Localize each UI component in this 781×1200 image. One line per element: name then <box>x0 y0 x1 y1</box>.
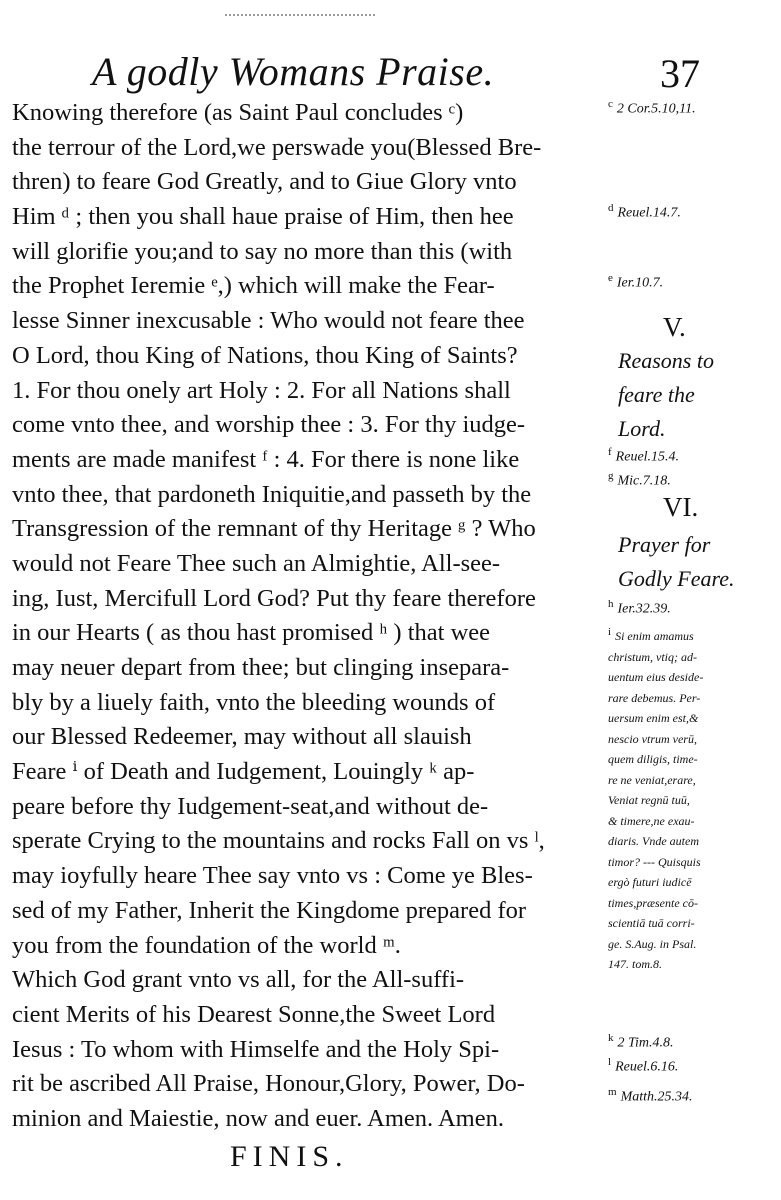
body-line: sed of my Father, Inherit the Kingdome prepared for <box>12 896 527 924</box>
body-line: Iesus : To whom with Himselfe and the Holy Spi- <box>12 1035 500 1063</box>
body-line: the Prophet Ieremie ᵉ,) which will make the Fear- <box>12 272 495 300</box>
body-line: cient Merits of his Dearest Sonne,the Sweet Lord <box>12 1000 496 1028</box>
body-line: Which God grant vnto vs all, for the All-suffi- <box>12 966 465 994</box>
margin-note-i-line: re ne veniat,erare, <box>608 772 696 787</box>
body-line: our Blessed Redeemer, may without all slauish <box>12 723 472 751</box>
body-text <box>12 96 612 1137</box>
body-line: Feare ⁱ of Death and Iudgement, Louingly ᵏ ap- <box>12 758 475 786</box>
margin-note-i-line: & timere,ne exau- <box>608 813 695 828</box>
margin-note-c: $^c$ 2 Cor.5.10,11. <box>608 98 696 117</box>
margin-note-i-line: diaris. Vnde autem <box>608 834 699 848</box>
body-line: peare before thy Iudgement-seat,and without de- <box>12 792 489 820</box>
margin-note-f: $^f$ Reuel.15.4. <box>608 446 680 465</box>
margin-note-d: $^d$ Reuel.14.7. <box>608 202 681 221</box>
margin-note-i-line: uentum eius deside- <box>608 670 704 684</box>
section-heading-feare: feare the <box>618 382 695 407</box>
body-line: ing, Iust, Mercifull Lord God? Put thy feare therefore <box>12 584 536 612</box>
body-line: minion and Maiestie, now and euer. Amen. Amen. <box>12 1104 504 1132</box>
page-number: 37 <box>660 51 700 96</box>
margin-note-i-line: 147. tom.8. <box>608 957 662 971</box>
margin-note-i-line: quem diligis, time- <box>608 752 698 766</box>
body-line: thren) to feare God Greatly, and to Giue Glory vnto <box>12 168 517 196</box>
margin-note-i-line: scientiā tuā corri- <box>608 916 695 930</box>
body-line: rit be ascribed All Praise, Honour,Glory, Power, Do- <box>12 1070 525 1098</box>
body-line: Transgression of the remnant of thy Heritage ᵍ ? Who <box>12 515 536 543</box>
section-numeral-vi: VI. <box>663 492 699 522</box>
margin-note-g: $^g$ Mic.7.18. <box>608 470 671 489</box>
margin-note-i-line: christum, vtiq; ad- <box>608 649 697 664</box>
margin-note-l: $^l$ Reuel.6.16. <box>608 1056 679 1075</box>
body-line: O Lord, thou King of Nations, thou King of Saints? <box>12 341 518 369</box>
margin-note-i-line: uersum enim est,& <box>608 711 699 725</box>
body-line: the terrour of the Lord,we perswade you(Blessed Bre- <box>12 133 542 161</box>
body-line: bly by a liuely faith, vnto the bleeding wounds of <box>12 688 496 716</box>
body-line: will glorifie you;and to say no more than this (with <box>12 237 513 265</box>
margin-note-i-line: nescio vtrum verū, <box>608 731 697 746</box>
section-heading-lord: Lord. <box>618 416 666 441</box>
margin-note-h: $^h$ Ier.32.39. <box>608 598 671 617</box>
margin-note-i-line: ge. S.Aug. in Psal. <box>608 936 697 951</box>
body-line: sperate Crying to the mountains and rocks Fall on vs ˡ, <box>12 827 545 855</box>
body-line: you from the foundation of the world ᵐ. <box>12 931 401 959</box>
margin-note-i-line: timor? --- Quisquis <box>608 854 701 869</box>
margin-note-i: i Si enim amamus christum, vtiq; ad- uentum eius deside- rare debemus. Per- uersum enim est,& nescio vtrum verū, quem diligis, time- re ne veniat,erare, Veniat regnū tuū, & timere,ne exau- diaris. Vnde autem timor? --- Quisquis ergò futuri iudicē times,præsente cō- scientiā tuā corri- ge. S.Aug. in Psal. 147. tom.8. <box>608 626 704 971</box>
body-line: Him ᵈ ; then you shall haue praise of Him, then hee <box>12 203 514 231</box>
margin-note-k: $^k$ 2 Tim.4.8. <box>608 1032 674 1051</box>
finis-mark: FINIS. <box>230 1140 349 1173</box>
margin-note-i-line: times,præsente cō- <box>608 895 698 910</box>
section-heading-godly-feare: Godly Feare. <box>618 566 735 591</box>
body-line: vnto thee, that pardoneth Iniquitie,and passeth by the <box>12 480 532 508</box>
margin-note-i-line: rare debemus. Per- <box>608 690 701 705</box>
top-printer-rule <box>225 14 375 16</box>
margin-note-e: $^e$ Ier.10.7. <box>608 272 664 291</box>
section-heading-prayer: Prayer for <box>618 532 711 557</box>
body-line: in our Hearts ( as thou hast promised ʰ ) that wee <box>12 619 491 647</box>
body-line: ments are made manifest ᶠ : 4. For there is none like <box>12 445 520 473</box>
section-numeral-v: V. <box>663 312 686 342</box>
margin-note-i-line: Veniat regnū tuū, <box>608 793 690 807</box>
margin-note-i-line: ergò futuri iudicē <box>608 875 692 889</box>
body-line: lesse Sinner inexcusable : Who would not feare thee <box>12 307 525 335</box>
section-heading-reasons: Reasons to <box>618 348 714 373</box>
margin-note-i-line: Si enim amamus <box>615 629 694 643</box>
body-line: may ioyfully heare Thee say vnto vs : Come ye Bles- <box>12 862 533 890</box>
body-line: may neuer depart from thee; but clinging insepara- <box>12 654 510 681</box>
body-line: come vnto thee, and worship thee : 3. For thy iudge- <box>12 411 526 439</box>
body-line: Knowing therefore (as Saint Paul concludes ᶜ) <box>12 99 464 126</box>
body-line: would not Feare Thee such an Almightie, All-see- <box>12 549 501 577</box>
body-line: 1. For thou onely art Holy : 2. For all Nations shall <box>12 376 511 404</box>
running-title: A godly Womans Praise. <box>92 49 495 94</box>
margin-note-m: $^m$ Matth.25.34. <box>608 1086 693 1105</box>
